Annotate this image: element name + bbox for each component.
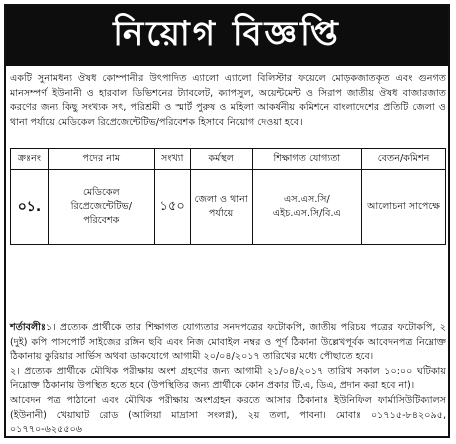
header-education: শিক্ষাগত যোগ্যতা bbox=[252, 149, 362, 170]
cell-count: ১৫০ bbox=[154, 170, 190, 245]
cell-salary: আলোচনা সাপেক্ষে bbox=[362, 170, 446, 245]
vacancy-table bbox=[10, 148, 446, 245]
post-name-line: পরিবেশক bbox=[83, 215, 120, 226]
notice-title: নিয়োগ বিজ্ঞপ্তি bbox=[6, 6, 448, 66]
terms-item-2: ২। প্রত্যেক প্রার্থীকে মৌখিক পরীক্ষায় অংশ গ্রহণের জন্য আগামী ২১/০৪/২০১৭ তারিখ সকাল ১০:০০ ঘটিকায় নিম্নোক্ত ঠিকানায় উপস্থিত হতে হবে (উপস্থিতির জন্য প্রার্থীকে কোন প্রকার টি.এ, ডিএ, প্রদান করা হবে না)। bbox=[10, 365, 446, 392]
post-name-line: রিপ্রেজেন্টেটিভ/ bbox=[70, 201, 132, 212]
header-post-name: পদের নাম bbox=[48, 149, 154, 170]
table-row bbox=[11, 170, 446, 245]
table-header-row bbox=[11, 149, 446, 170]
header-location: কর্মস্থল bbox=[190, 149, 252, 170]
terms-label: শর্তাবলীঃ bbox=[10, 322, 47, 333]
post-name-line: মেডিকেল bbox=[82, 187, 120, 198]
location-line: পর্যায়ে bbox=[208, 208, 234, 219]
education-line: এস.এস.সি/ bbox=[284, 194, 330, 205]
terms-section bbox=[10, 321, 446, 438]
intro-paragraph: একটি সুনামধন্য ঔষধ কোম্পানীর উৎপাদিত এ্যালো এ্যালো বিলিস্টার ফয়েলে মোড়কজাতকৃত এবং গুনগত মানসম্পর্ণ ইউনানী ও হারবাল ডিভিশনের ট্যাবলেট, ক্যাপসুল, অয়েন্টমেন্ট ও সিরাপ জাতীয় ঔষধ বাজারজাত করণের জন্য কিছু সংখ্যক সৎ, পরিশ্রমী ও স্মার্ট পুরুষ ও মহিলা আকর্ষনীয় কমিশনে বাংলাদেশের প্রতিটি জেলা ও থানা পর্যায়ে মেডিকেল রিপ্রেজেন্টেটিভ/পরিবেশক হিসাবে নিয়োগ দেওয়া হবে। bbox=[10, 73, 446, 128]
cell-serial: ০১. bbox=[11, 170, 49, 245]
cell-post-name bbox=[48, 170, 154, 245]
header-count: সংখ্যা bbox=[154, 149, 190, 170]
cell-location bbox=[190, 170, 252, 245]
application-address: আবেদন পত্র পাঠানো এবং মৌখিক পরীক্ষায় অংশগ্রহন করতে আসার ঠিকানাঃ ইউনিফিল ফার্মাসিউটিক্যালস (ইউনানী) খেয়াঘাট রোড (আলিয়া মাদ্রাসা সংলগ্ন), ২য় তলা, পাবনা। মোবাঃ ০১৭১৫-৮৪২০৯৫, ০১৭৭০-৬২৫৫০৬ bbox=[10, 394, 446, 436]
terms-item-1 bbox=[10, 321, 446, 365]
cell-education bbox=[252, 170, 362, 245]
education-line: এইচ.এস.সি/বি.এ bbox=[272, 208, 341, 219]
header-serial: ক্রঃনং bbox=[11, 149, 49, 170]
location-line: জেলা ও থানা bbox=[194, 194, 248, 205]
header-salary: বেতন/কমিশন bbox=[362, 149, 446, 170]
terms-item-1-text: ১। প্রত্যেক প্রার্থীকে তার শিক্ষাগত যোগ্যতার সনদপত্রের ফটোকপি, জাতীয় পরিচয় পত্রের ফটোকপি, ২ (দুই) কপি পাসপোর্ট সাইজের রঙ্গিন ছবি এবং নিজ মোবাইল নম্বর ও পূর্ণ ঠিকানা উল্লেখপূর্বক আবেদনপত্র নিম্নোক্ত ঠিকানায় কুরিয়ার সার্ভিস অথবা ডাকযোগে আগামী ২০/০৪/২০১৭ তারিখের মধ্যে পৌছাতে হবে। bbox=[10, 322, 446, 363]
